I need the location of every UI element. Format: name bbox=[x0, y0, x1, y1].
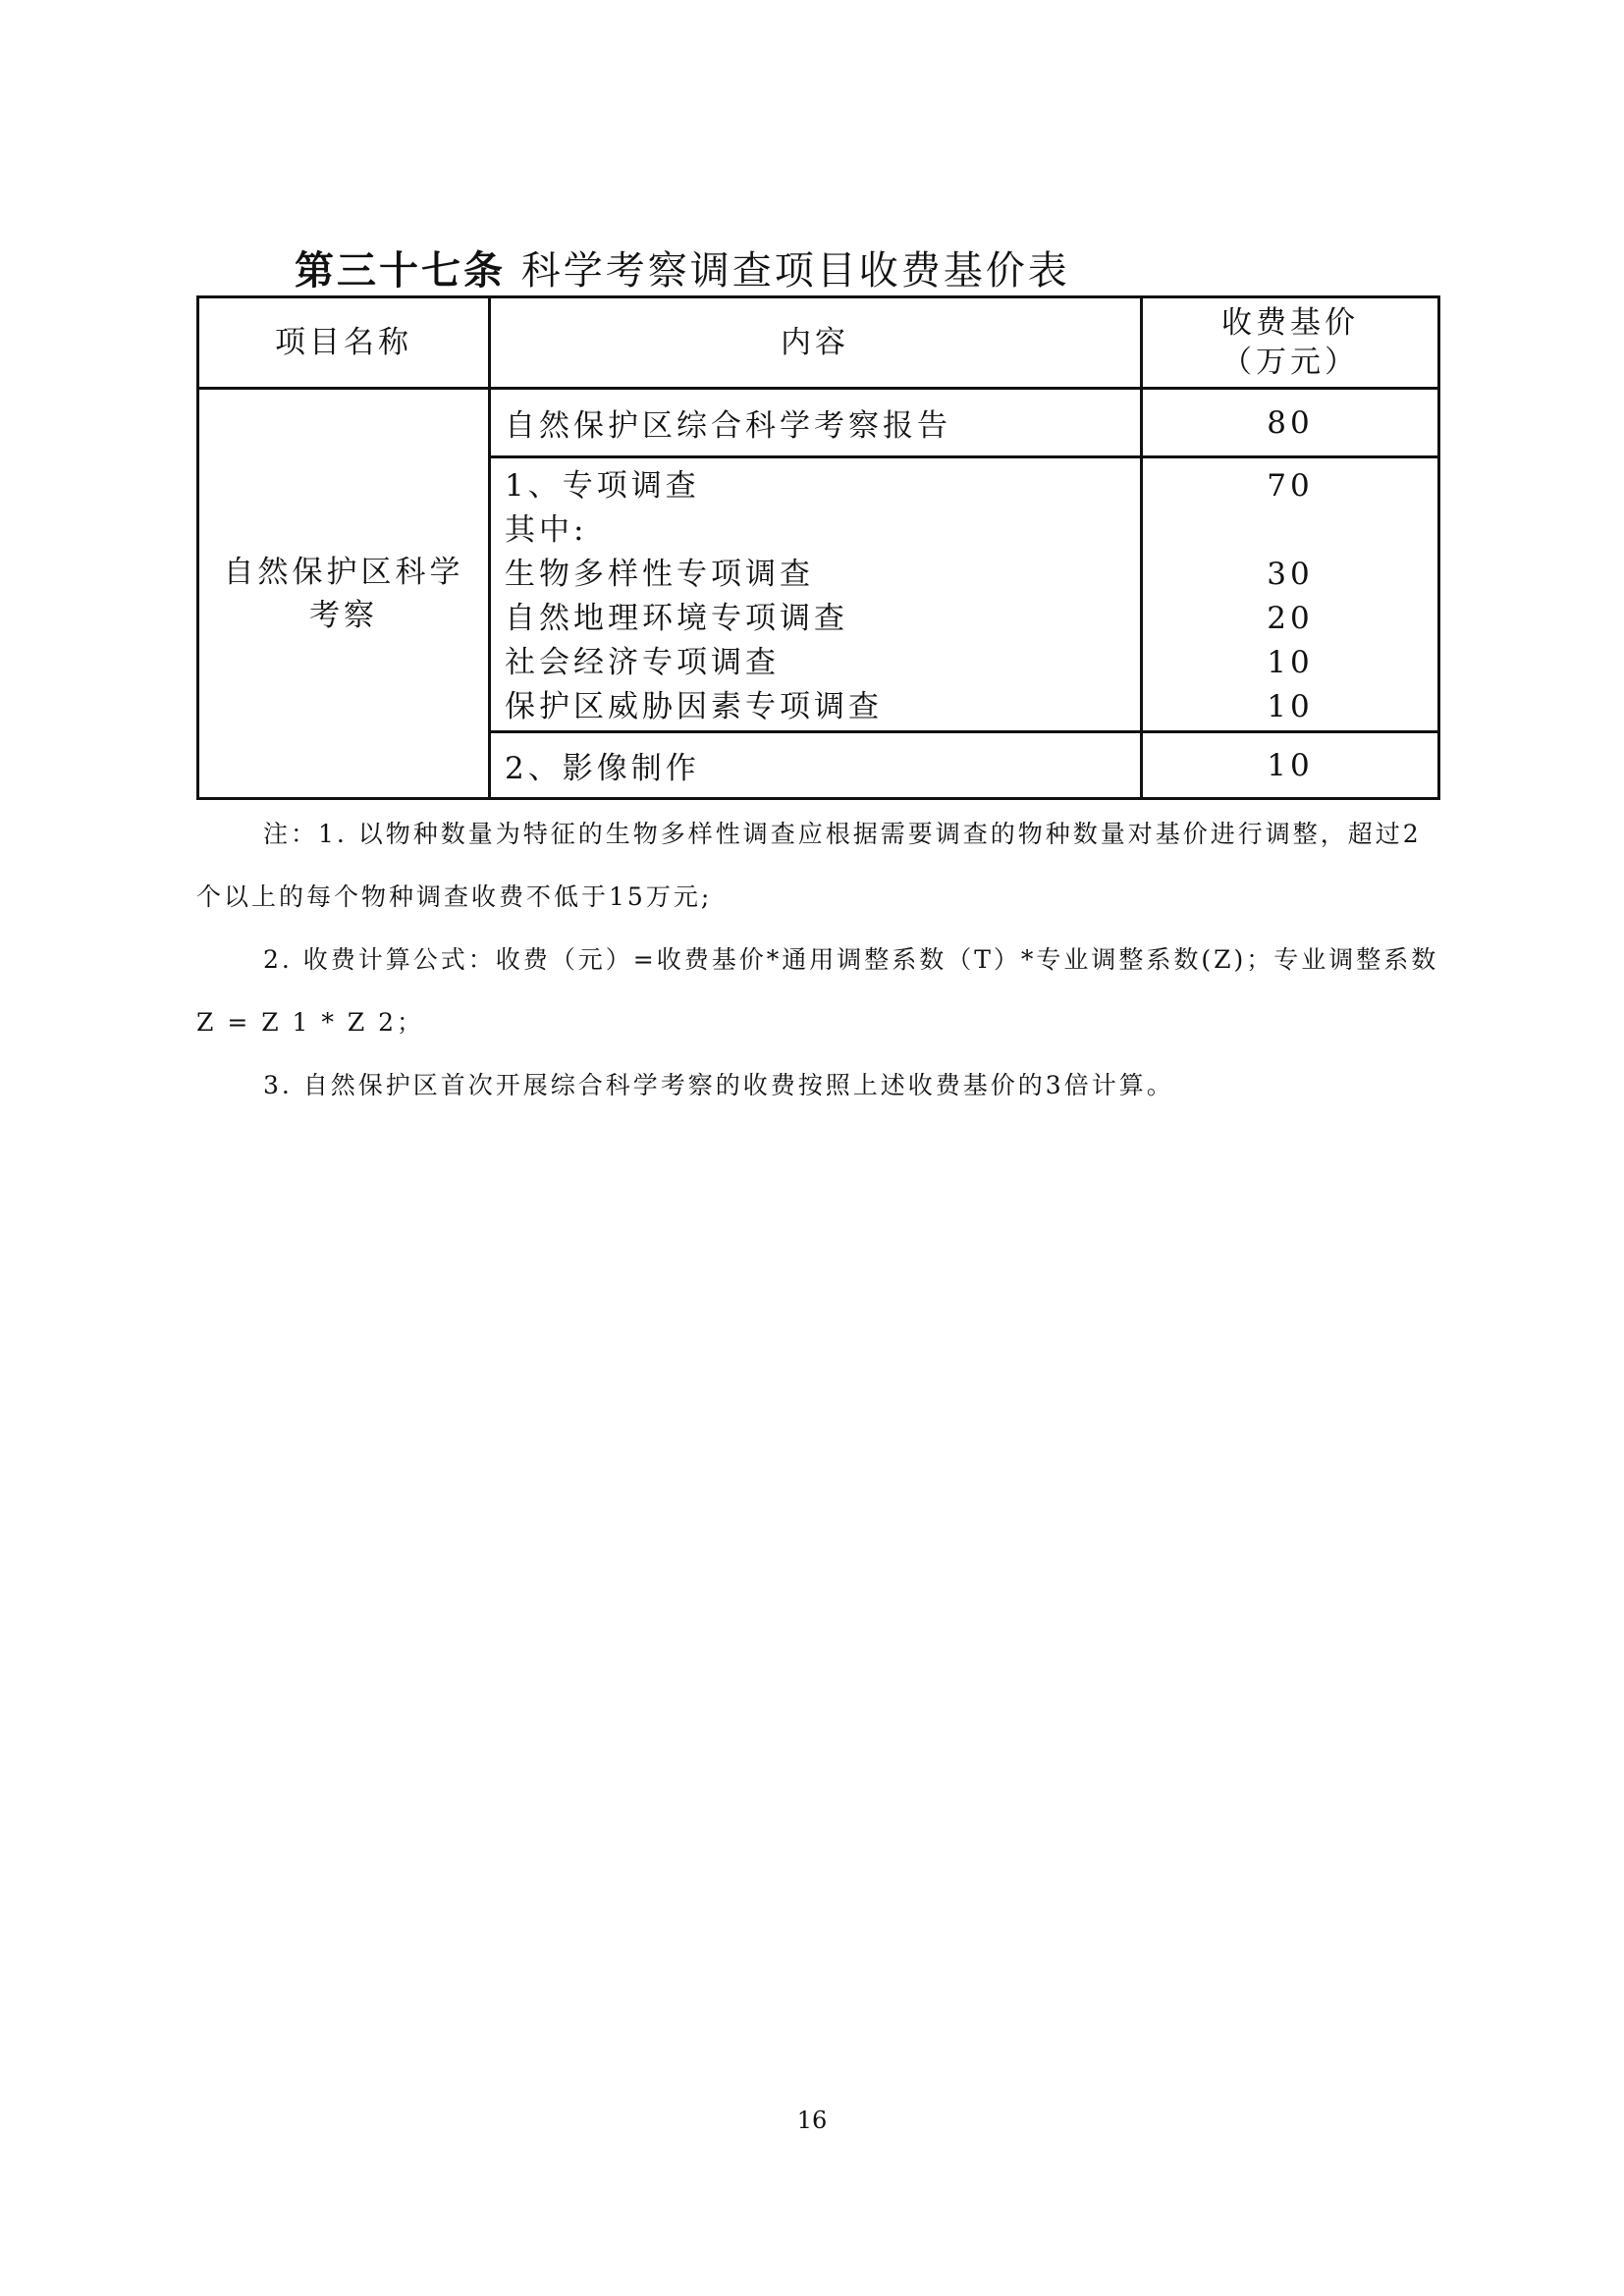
header-price bbox=[1142, 297, 1439, 389]
price-line bbox=[1144, 508, 1436, 553]
header-content: 内容 bbox=[490, 297, 1142, 389]
header-price-unit: （万元） bbox=[1221, 345, 1359, 380]
fee-table bbox=[196, 295, 1440, 800]
content-line: 1、专项调查 bbox=[505, 468, 700, 504]
table-title bbox=[295, 240, 1070, 295]
project-name-line2: 考察 bbox=[309, 597, 378, 633]
content-cell bbox=[490, 457, 1142, 732]
content-line: 保护区威胁因素专项调查 bbox=[505, 689, 883, 724]
content-line: 其中: bbox=[505, 512, 588, 548]
header-row bbox=[198, 297, 1439, 389]
notes bbox=[196, 803, 1443, 1117]
price-cell bbox=[1142, 457, 1439, 732]
note-1: 注：1. 以物种数量为特征的生物多样性调查应根据需要调查的物种数量对基价进行调整，超过2 bbox=[263, 820, 1422, 848]
price-line: 30 bbox=[1267, 557, 1314, 592]
page-number: 16 bbox=[796, 2107, 828, 2134]
table-row bbox=[198, 389, 1439, 457]
note-2-cont: Z = Z 1 * Z 2； bbox=[196, 1008, 425, 1037]
content-line: 生物多样性专项调查 bbox=[505, 557, 814, 592]
note-2: 2. 收费计算公式：收费（元）=收费基价*通用调整系数（T）*专业调整系数(Z)；专业调整系数 bbox=[263, 945, 1439, 974]
content-cell: 自然保护区综合科学考察报告 bbox=[490, 389, 1142, 457]
price-cell: 80 bbox=[1142, 389, 1439, 457]
price-line: 10 bbox=[1267, 645, 1314, 680]
header-price-label: 收费基价 bbox=[1221, 305, 1359, 341]
table-name: 科学考察调查项目收费基价表 bbox=[520, 248, 1070, 294]
project-name-cell bbox=[198, 389, 490, 799]
content-line: 自然地理环境专项调查 bbox=[505, 601, 848, 636]
price-line: 20 bbox=[1267, 601, 1314, 636]
content-cell: 2、影像制作 bbox=[490, 732, 1142, 799]
project-name-line1: 自然保护区科学 bbox=[223, 554, 464, 590]
price-line: 10 bbox=[1267, 689, 1314, 724]
price-line: 70 bbox=[1267, 468, 1314, 504]
note-3: 3. 自然保护区首次开展综合科学考察的收费按照上述收费基价的3倍计算。 bbox=[263, 1071, 1174, 1099]
note-1-cont: 个以上的每个物种调查收费不低于15万元; bbox=[196, 882, 713, 911]
article-number: 第三十七条 bbox=[295, 248, 506, 294]
header-project-name: 项目名称 bbox=[198, 297, 490, 389]
content-line: 社会经济专项调查 bbox=[505, 645, 780, 680]
price-cell: 10 bbox=[1142, 732, 1439, 799]
